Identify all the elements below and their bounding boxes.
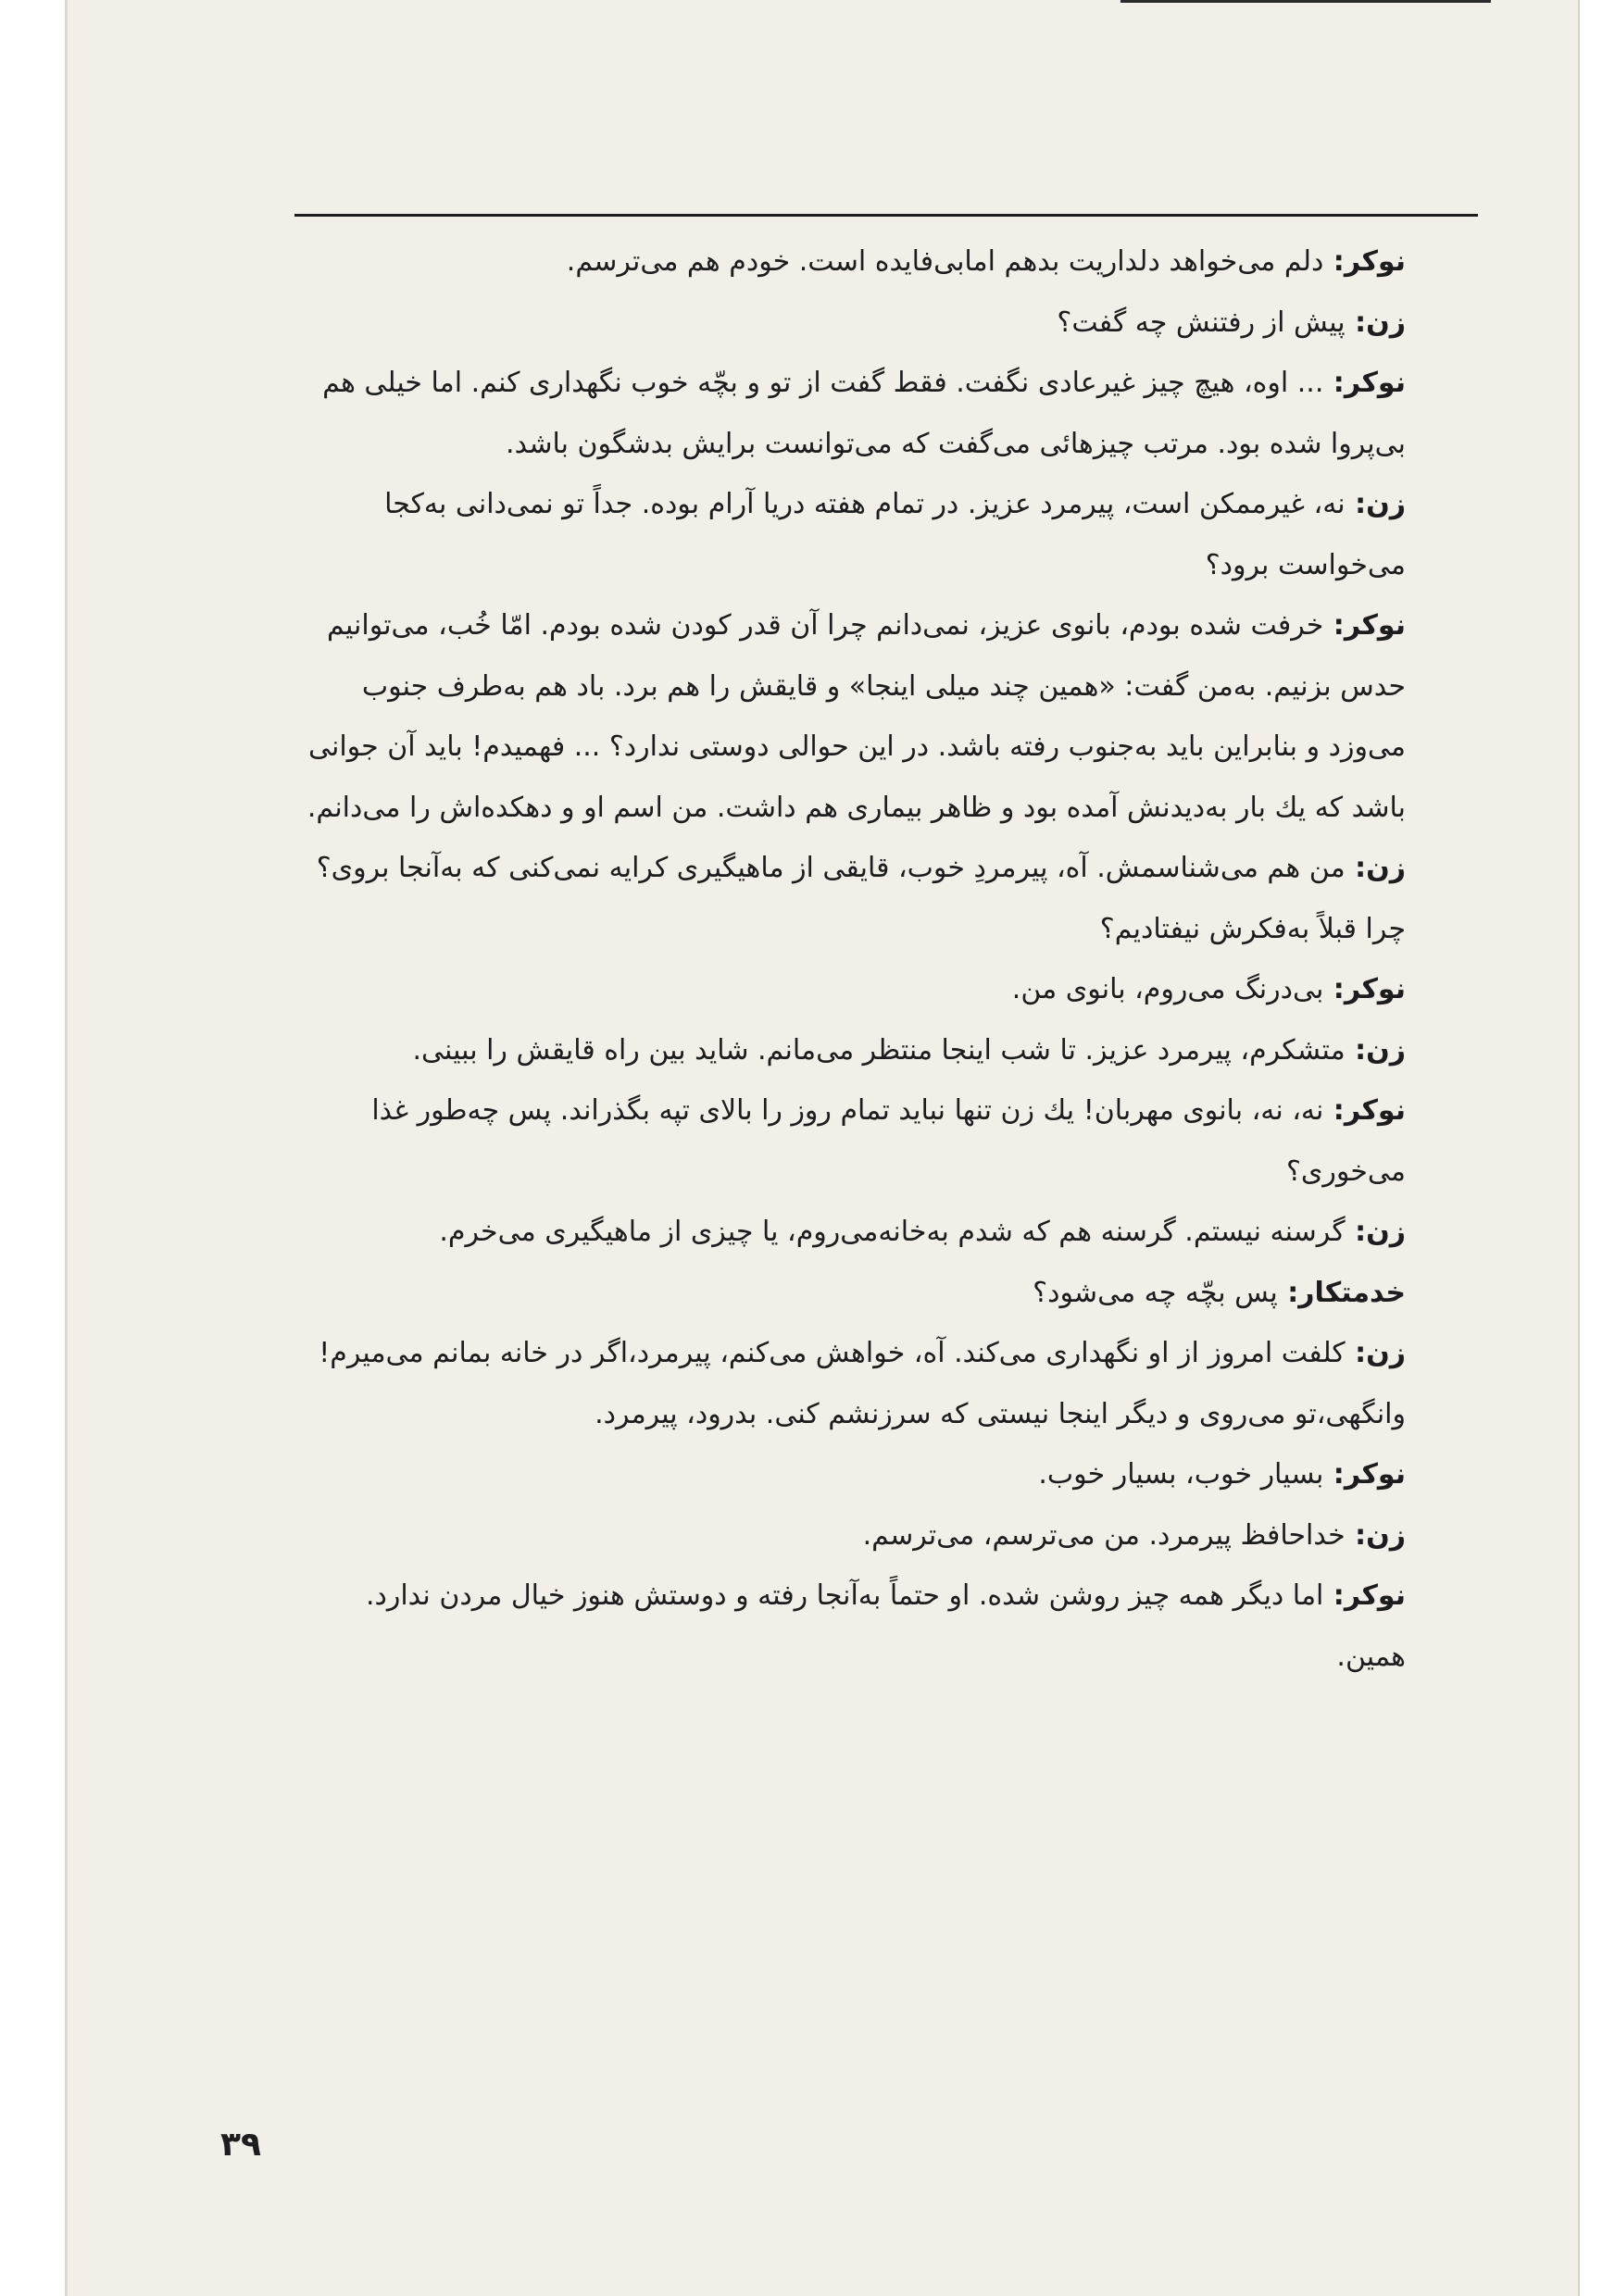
- dialogue-line: خداحافظ پیرمرد. من می‌ترسم، می‌ترسم.: [862, 1518, 1346, 1552]
- scan-left-margin: [0, 0, 65, 2296]
- dialogue-entry: زن: خداحافظ پیرمرد. من می‌ترسم، می‌ترسم.: [862, 1518, 1406, 1552]
- dialogue-entry: نوکر: بی‌درنگ می‌روم، بانوی من.: [1011, 973, 1406, 1005]
- page-left-edge: [65, 0, 68, 2296]
- speaker-name: خدمتکار: [1298, 1276, 1406, 1309]
- dialogue-entry: نوکر: بسیار خوب، بسیار خوب.: [1038, 1458, 1406, 1491]
- speaker-name: زن: [1366, 1216, 1406, 1248]
- speaker-name: نوکر: [1344, 1094, 1406, 1127]
- speaker-name: نوکر: [1344, 609, 1406, 642]
- dialogue-line: من هم می‌شناسمش. آه، پیرمردِ خوب، قایقی از ماهیگیری کرایه نمی‌کنی که به‌آنجا بروی؟ چرا قبلاً به‌فکرش نیفتادیم؟: [316, 852, 1406, 945]
- dialogue-entry: زن: متشکرم، پیرمرد عزیز. تا شب اینجا منتظر می‌مانم. شاید بین راه قایقش را ببینی.: [412, 1033, 1406, 1067]
- dialogue-line: گرسنه نیستم. گرسنه هم که شدم به‌خانه‌می‌روم، یا چیزی از ماهیگیری می‌خرم.: [439, 1216, 1346, 1248]
- speaker-name: نوکر: [1344, 973, 1406, 1005]
- dialogue-entry: نوکر: نه، نه، بانوی مهربان! یك زن تنها نباید تمام روز را بالای تپه بگذراند. پس چه‌طور غذا می‌خوری؟: [371, 1094, 1406, 1188]
- speaker-name: زن: [1366, 1337, 1406, 1369]
- dialogue-line: نه، غیرممکن است، پیرمرد عزیز. در تمام هفته دریا آرام بوده. جداً تو نمی‌دانی به‌کجا می‌خواست برود؟: [384, 488, 1406, 581]
- speaker-name: نوکر: [1344, 1579, 1406, 1612]
- speaker-name: زن: [1366, 488, 1406, 520]
- dialogue-line: بسیار خوب، بسیار خوب.: [1038, 1458, 1324, 1491]
- dialogue-entry: نوکر: اما دیگر همه چیز روشن شده. او حتماً به‌آنجا رفته و دوستش هنوز خیال مردن ندارد. همین.: [365, 1579, 1406, 1673]
- dialogue-entry: خدمتکار: پس بچّه چه می‌شود؟: [1033, 1276, 1406, 1309]
- dialogue-line: اما دیگر همه چیز روشن شده. او حتماً به‌آنجا رفته و دوستش هنوز خیال مردن ندارد. همین.: [365, 1579, 1406, 1673]
- scan-right-margin: [1580, 0, 1615, 2296]
- page-right-edge: [1578, 0, 1580, 2296]
- dialogue-entry: زن: گرسنه نیستم. گرسنه هم که شدم به‌خانه‌می‌روم، یا چیزی از ماهیگیری می‌خرم.: [439, 1216, 1406, 1248]
- speaker-name: نوکر: [1344, 1458, 1406, 1491]
- dialogue-text: [294, 231, 1406, 1687]
- dialogue-line: کلفت امروز از او نگهداری می‌کند. آه، خواهش می‌کنم، پیرمرد،اگر در خانه بمانم می‌میرم! وانگهی،تو می‌روی و دیگر اینجا نیستی که سرزنشم کنی. بدرود، پیرمرد.: [319, 1337, 1406, 1430]
- speaker-name: زن: [1366, 1518, 1406, 1552]
- dialogue-entry: نوکر: خرفت شده بودم، بانوی عزیز، نمی‌دانم چرا آن قدر کودن شده بودم. امّا خُب، می‌توانیم حدس بزنیم. به‌من گفت: «همین چند میلی اینجا» و قایقش را هم برد. باد هم به‌طرف جنوب می‌وزد و بنابراین باید به‌جنوب رفته باشد. در این حوالی دوستی ندارد؟ ... فهمیدم! باید آن جوانی باشد که یك بار به‌دیدنش آمده بود و ظاهر بیماری هم داشت. من اسم او و دهکده‌اش را می‌دانم.: [307, 609, 1406, 824]
- dialogue-entry: نوکر: ... اوه، هیچ چیز غیرعادی نگفت. فقط گفت از تو و بچّه خوب نگهداری کنم. اما خیلی هم بی‌پروا شده بود. مرتب چیزهائی می‌گفت که می‌توانست برایش بدشگون باشد.: [322, 367, 1406, 460]
- dialogue-entry: زن: من هم می‌شناسمش. آه، پیرمردِ خوب، قایقی از ماهیگیری کرایه نمی‌کنی که به‌آنجا بروی؟ چرا قبلاً به‌فکرش نیفتادیم؟: [316, 852, 1406, 945]
- speaker-name: نوکر: [1344, 367, 1406, 399]
- speaker-name: زن: [1366, 852, 1406, 884]
- dialogue-entry: زن: کلفت امروز از او نگهداری می‌کند. آه، خواهش می‌کنم، پیرمرد،اگر در خانه بمانم می‌میرم! وانگهی،تو می‌روی و دیگر اینجا نیستی که سرزنشم کنی. بدرود، پیرمرد.: [319, 1337, 1406, 1430]
- dialogue-entry: زن: پیش از رفتنش چه گفت؟: [1057, 306, 1406, 339]
- dialogue-line: دلم می‌خواهد دلداریت بدهم امابی‌فایده است. خودم هم می‌ترسم.: [566, 245, 1324, 278]
- speaker-name: نوکر: [1344, 245, 1406, 278]
- dialogue-line: ... اوه، هیچ چیز غیرعادی نگفت. فقط گفت از تو و بچّه خوب نگهداری کنم. اما خیلی هم بی‌پروا شده بود. مرتب چیزهائی می‌گفت که می‌توانست برایش بدشگون باشد.: [322, 367, 1406, 460]
- dialogue-line: پیش از رفتنش چه گفت؟: [1057, 306, 1346, 339]
- dialogue-line: پس بچّه چه می‌شود؟: [1033, 1276, 1278, 1309]
- speaker-name: زن: [1366, 306, 1406, 339]
- header-rule: [294, 214, 1478, 217]
- dialogue-line: خرفت شده بودم، بانوی عزیز، نمی‌دانم چرا آن قدر کودن شده بودم. امّا خُب، می‌توانیم حدس بزنیم. به‌من گفت: «همین چند میلی اینجا» و قایقش را هم برد. باد هم به‌طرف جنوب می‌وزد و بنابراین باید به‌جنوب رفته باشد. در این حوالی دوستی ندارد؟ ... فهمیدم! باید آن جوانی باشد که یك بار به‌دیدنش آمده بود و ظاهر بیماری هم داشت. من اسم او و دهکده‌اش را می‌دانم.: [307, 609, 1406, 824]
- dialogue-entry: نوکر: دلم می‌خواهد دلداریت بدهم امابی‌فایده است. خودم هم می‌ترسم.: [566, 245, 1406, 278]
- page-number: ۳۹: [220, 2126, 261, 2164]
- speaker-name: زن: [1366, 1033, 1406, 1067]
- dialogue-line: نه، نه، بانوی مهربان! یك زن تنها نباید تمام روز را بالای تپه بگذراند. پس چه‌طور غذا می‌خوری؟: [371, 1094, 1406, 1188]
- top-edge-line: [1120, 0, 1491, 3]
- dialogue-entry: زن: نه، غیرممکن است، پیرمرد عزیز. در تمام هفته دریا آرام بوده. جداً تو نمی‌دانی به‌کجا می‌خواست برود؟: [384, 488, 1406, 581]
- dialogue-line: متشکرم، پیرمرد عزیز. تا شب اینجا منتظر می‌مانم. شاید بین راه قایقش را ببینی.: [412, 1033, 1346, 1067]
- dialogue-line: بی‌درنگ می‌روم، بانوی من.: [1011, 973, 1324, 1005]
